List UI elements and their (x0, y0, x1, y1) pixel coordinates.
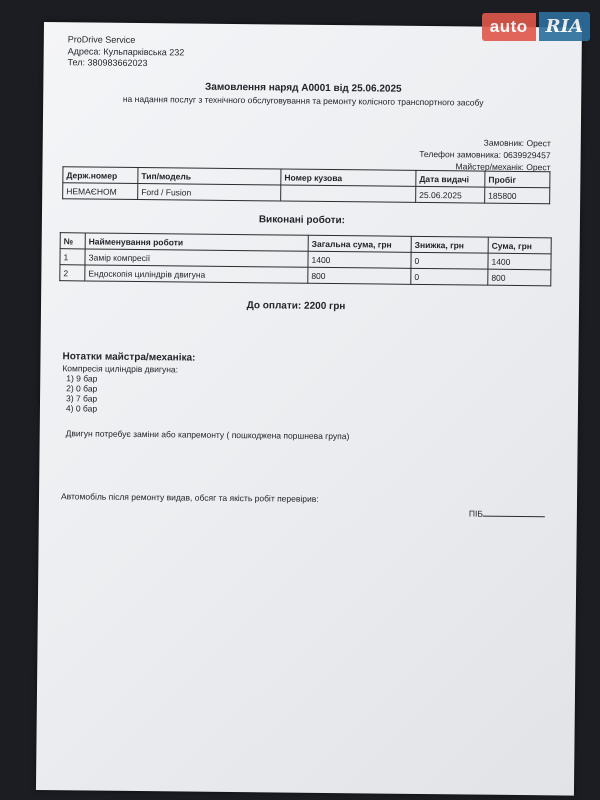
notes-subtitle: Компресія циліндрів двигуна: (62, 363, 179, 375)
order-heading (43, 80, 563, 108)
engine-note: Двигун потребує заміни або капремонту ( пошкоджена поршнева група) (65, 428, 350, 442)
list-item: 2) 0 бар (66, 383, 98, 394)
header-issue-date: Дата видачі (416, 170, 485, 187)
header-sum: Сума, грн (488, 237, 551, 254)
header-body-number: Номер кузова (281, 169, 416, 186)
release-statement: Автомобіль після ремонту видав, обсяг та якість робіт перевірив: (60, 491, 319, 504)
cell-total-sum: 800 (308, 267, 411, 284)
header-discount: Знижка, грн (411, 236, 488, 253)
cell-discount: 0 (411, 252, 488, 269)
client-info (419, 136, 551, 173)
company-info (68, 34, 185, 70)
company-address: Адреса: Кульпарківська 232 (67, 45, 185, 57)
header-number: № (60, 233, 85, 249)
cell-total-sum: 1400 (308, 251, 411, 268)
cell-work-name: Ендоскопія циліндрів двигуна (85, 265, 308, 283)
vehicle-table (62, 166, 550, 204)
order-title: Замовлення наряд А0001 від 25.06.2025 (204, 81, 402, 95)
cell-mileage: 185800 (485, 187, 550, 204)
header-model: Тип/модель (138, 167, 281, 184)
auto-ria-watermark (482, 12, 590, 41)
works-title: Виконані роботи: (258, 214, 346, 227)
header-plate: Держ.номер (63, 167, 138, 184)
customer-phone: Телефон замовника: 0639929457 (419, 148, 551, 161)
notes-title: Нотатки майстра/механіка: (62, 351, 196, 364)
cell-sum: 1400 (488, 253, 551, 270)
cell-work-name: Замір компресії (85, 249, 308, 267)
cell-sum: 800 (488, 269, 551, 286)
list-item: 3) 7 бар (66, 393, 98, 404)
watermark-ria-logo: RIA (539, 12, 590, 41)
cell-issue-date: 25.06.2025 (416, 186, 485, 203)
mechanic-notes (62, 352, 196, 414)
header-mileage: Пробіг (485, 171, 550, 188)
header-total-sum: Загальна сума, грн (308, 235, 411, 252)
order-subtitle: на надання послуг з технічного обслуговування та ремонту колісного транспортного засобу (122, 93, 484, 108)
list-item: 1) 9 бар (66, 373, 98, 384)
cell-discount: 0 (411, 268, 488, 285)
compression-list (62, 373, 195, 414)
works-table (59, 232, 551, 286)
watermark-auto-logo: auto (482, 13, 536, 41)
cell-number: 1 (60, 249, 85, 265)
cell-number: 2 (60, 265, 85, 281)
signature-label: ПІБ (468, 508, 483, 519)
signature-line (483, 508, 545, 518)
header-work-name: Найменування роботи (85, 233, 308, 251)
signature-field (469, 507, 545, 519)
cell-plate: НЕМАЄНОМ (63, 183, 138, 200)
company-phone: Тел: 380983662023 (67, 57, 148, 69)
cell-body-number (281, 185, 416, 202)
company-name: ProDrive Service (67, 34, 136, 45)
cell-model: Ford / Fusion (138, 183, 281, 200)
total-to-pay: До оплати: 2200 грн (246, 300, 346, 313)
work-order-document (36, 22, 582, 796)
master-name: Майстер/механік: Орест (455, 161, 551, 173)
list-item: 4) 0 бар (65, 403, 98, 414)
customer-name: Замовник: Орест (483, 137, 551, 149)
